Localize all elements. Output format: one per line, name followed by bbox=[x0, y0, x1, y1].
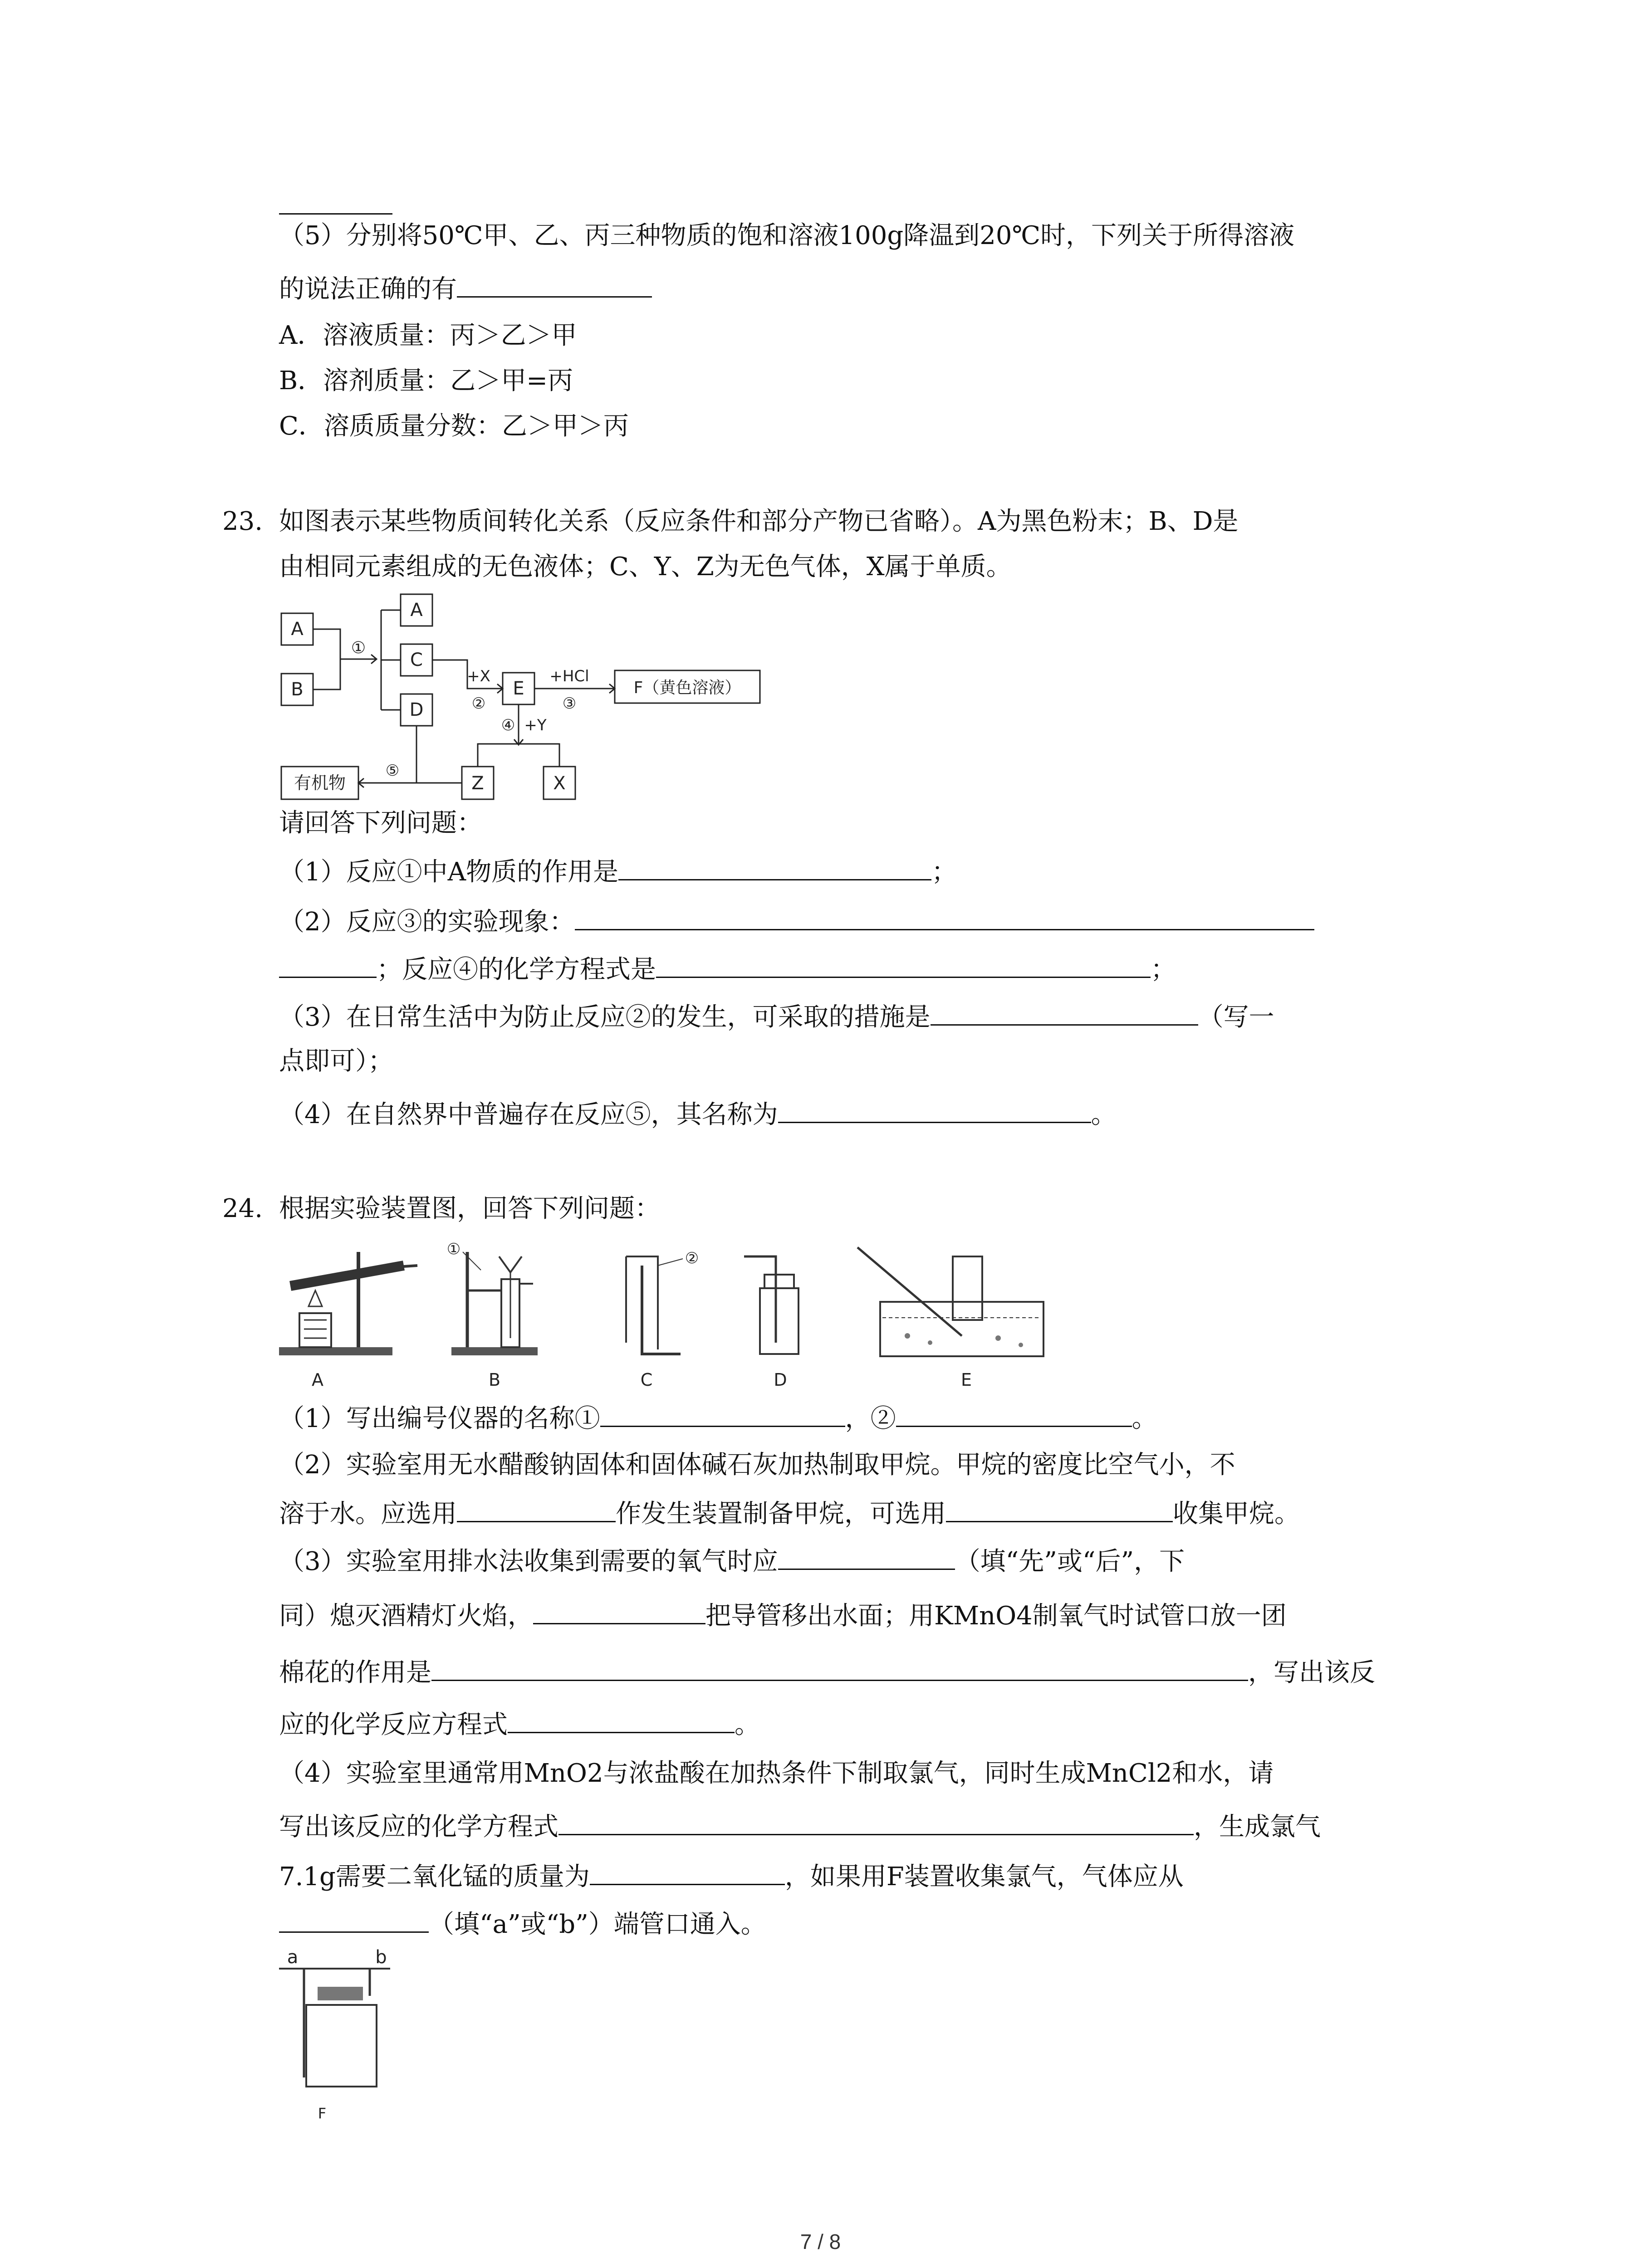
q23-part2-end: ； bbox=[1151, 955, 1176, 984]
q24-part3-line1 bbox=[279, 1542, 1185, 1580]
q24-part1-text: （1）写出编号仪器的名称① bbox=[279, 1404, 600, 1433]
q24-part3-h: 。 bbox=[735, 1710, 760, 1740]
node-label-d: D bbox=[409, 699, 424, 720]
q23-part3-line1 bbox=[279, 998, 1274, 1036]
q24-part2-line1: （2）实验室用无水醋酸钠固体和固体碱石灰加热制取甲烷。甲烷的密度比空气小，不 bbox=[279, 1450, 1235, 1480]
carryover-answer-line bbox=[279, 213, 392, 215]
node-label-a2: A bbox=[410, 600, 423, 621]
apparatus-c bbox=[626, 1256, 683, 1354]
q24-part4-blank2[interactable] bbox=[590, 1857, 785, 1885]
q23-reaction-diagram bbox=[272, 590, 794, 807]
page-number: 7 / 8 bbox=[800, 2230, 841, 2253]
q24-part4-line2 bbox=[279, 1808, 1321, 1845]
edge-label-1: ① bbox=[351, 639, 366, 657]
q23-part4-text: （4）在自然界中普遍存在反应⑤，其名称为 bbox=[279, 1100, 778, 1129]
q24-part4-b: 写出该反应的化学方程式 bbox=[279, 1812, 558, 1842]
wire-z-x bbox=[478, 744, 559, 767]
node-label-e: E bbox=[513, 678, 524, 699]
bottle-label-b: b bbox=[375, 1947, 387, 1968]
wire-ab-merge bbox=[313, 629, 340, 689]
q24-part3-b: （填“先”或“后”，下 bbox=[955, 1547, 1185, 1576]
q24-part4-e: ，如果用F装置收集氯气，气体应从 bbox=[784, 1862, 1184, 1892]
apparatus-d bbox=[744, 1256, 798, 1354]
q24-part4-d: 7.1g需要二氧化锰的质量为 bbox=[279, 1862, 590, 1892]
apparatus-label-d: D bbox=[774, 1370, 787, 1390]
q24-part3-f: ，写出该反 bbox=[1248, 1658, 1375, 1687]
q23-part4 bbox=[279, 1095, 1117, 1133]
q23-part4-end: 。 bbox=[1091, 1100, 1117, 1129]
q23-part2-line2 bbox=[279, 950, 1176, 988]
bottle-label-a: a bbox=[287, 1947, 299, 1968]
q23-part2-blank3[interactable] bbox=[656, 950, 1151, 978]
bottle-body bbox=[306, 2005, 377, 2087]
q24-part4-blank3[interactable] bbox=[279, 1905, 429, 1933]
node-label-f: F（黄色溶液） bbox=[633, 679, 741, 697]
q22-option-c: C．溶质质量分数：乙＞甲＞丙 bbox=[279, 411, 629, 441]
q23-part1-text: （1）反应①中A物质的作用是 bbox=[279, 857, 619, 887]
q23-stem-line2: 由相同元素组成的无色液体；C、Y、Z为无色气体，X属于单质。 bbox=[279, 552, 1012, 582]
q24-part1 bbox=[279, 1399, 1157, 1437]
q24-part3-line4 bbox=[279, 1706, 760, 1743]
q24-part2-c: 收集甲烷。 bbox=[1173, 1499, 1300, 1529]
apparatus-f-bottle bbox=[272, 1946, 417, 2127]
apparatus-a bbox=[279, 1252, 417, 1355]
q24-part4-f: （填“a”或“b”）端管口通入。 bbox=[429, 1910, 766, 1939]
q24-part1-end: 。 bbox=[1132, 1404, 1157, 1433]
edge-label-plus-x: +X bbox=[467, 667, 490, 685]
q24-part3-g: 应的化学反应方程式 bbox=[279, 1710, 508, 1740]
node-label-a: A bbox=[291, 619, 304, 640]
node-label-c: C bbox=[410, 650, 423, 670]
q24-part4-c: ，生成氯气 bbox=[1194, 1812, 1321, 1842]
apparatus-label-e: E bbox=[960, 1370, 972, 1390]
q23-part1-end: ； bbox=[931, 857, 957, 887]
edge-label-plus-hcl: +HCl bbox=[549, 667, 589, 685]
q23-part4-blank[interactable] bbox=[778, 1095, 1091, 1123]
q24-part3-line2 bbox=[279, 1597, 1287, 1634]
q24-part1-blank1[interactable] bbox=[600, 1399, 845, 1427]
q24-part3-c: 同）熄灭酒精灯火焰， bbox=[279, 1601, 533, 1631]
q23-number: 23. bbox=[222, 507, 263, 536]
q24-stem: 根据实验装置图，回答下列问题： bbox=[279, 1194, 660, 1223]
instrument-mark-2: ② bbox=[685, 1249, 699, 1267]
q23-part1 bbox=[279, 853, 957, 890]
q23-stem-line1: 如图表示某些物质间转化关系（反应条件和部分产物已省略）。A为黑色粉末；B、D是 bbox=[279, 507, 1239, 536]
q22-part5-line2-text: 的说法正确的有 bbox=[279, 274, 457, 304]
q24-number: 24. bbox=[222, 1194, 263, 1223]
wire-to-products bbox=[381, 610, 401, 710]
instrument-mark-1: ① bbox=[446, 1240, 461, 1258]
q23-part2-blank1[interactable] bbox=[575, 903, 1314, 930]
q24-part3-blank3[interactable] bbox=[431, 1653, 1248, 1681]
apparatus-label-b: B bbox=[488, 1370, 501, 1390]
node-label-b: B bbox=[291, 679, 304, 700]
bottle-stopper bbox=[318, 1987, 363, 2000]
apparatus-e bbox=[857, 1247, 1043, 1356]
q24-part4-line4 bbox=[279, 1905, 766, 1943]
q24-part2-blank2[interactable] bbox=[946, 1495, 1173, 1522]
q23-part3-text: （3）在日常生活中为防止反应②的发生，可采取的措施是 bbox=[279, 1002, 931, 1032]
q23-part2-line1 bbox=[279, 903, 1314, 940]
q24-part1-mid: ，② bbox=[845, 1404, 896, 1433]
q24-part2-blank1[interactable] bbox=[457, 1495, 616, 1522]
edge-label-5: ⑤ bbox=[385, 762, 400, 780]
bottle-label-f: F bbox=[318, 2105, 327, 2122]
q24-part3-e: 棉花的作用是 bbox=[279, 1658, 431, 1687]
q24-part3-blank2[interactable] bbox=[533, 1597, 705, 1624]
q24-part1-blank2[interactable] bbox=[896, 1399, 1132, 1427]
q24-part3-d: 把导管移出水面；用KMnO4制氧气时试管口放一团 bbox=[705, 1601, 1287, 1631]
q24-part4-line1: （4）实验室里通常用MnO2与浓盐酸在加热条件下制取氯气，同时生成MnCl2和水，请 bbox=[279, 1759, 1274, 1788]
bottle-tubes bbox=[304, 1969, 370, 2077]
q23-part3-line2: 点即可）； bbox=[279, 1046, 393, 1076]
apparatus-b bbox=[451, 1252, 538, 1355]
q23-part3-blank[interactable] bbox=[931, 998, 1198, 1026]
node-label-organic: 有机物 bbox=[294, 773, 346, 793]
q23-part1-blank[interactable] bbox=[618, 853, 931, 880]
q22-answer-blank[interactable] bbox=[457, 270, 652, 298]
q23-prompt: 请回答下列问题： bbox=[279, 808, 482, 838]
apparatus-label-a: A bbox=[312, 1370, 323, 1390]
q23-part2-mid: ；反应④的化学方程式是 bbox=[377, 955, 656, 984]
q24-part2-a: 溶于水。应选用 bbox=[279, 1499, 457, 1529]
q24-part4-line3 bbox=[279, 1857, 1184, 1895]
q23-part2-text: （2）反应③的实验现象： bbox=[279, 907, 575, 937]
q24-part3-a: （3）实验室用排水法收集到需要的氧气时应 bbox=[279, 1547, 778, 1576]
q22-part5-line1: （5）分别将50℃甲、乙、丙三种物质的饱和溶液100g降温到20℃时，下列关于所得溶液 bbox=[279, 221, 1295, 250]
q24-part4-blank1[interactable] bbox=[558, 1808, 1194, 1835]
q24-part2-b: 作发生装置制备甲烷，可选用 bbox=[616, 1499, 946, 1529]
q24-part3-blank1[interactable] bbox=[778, 1542, 955, 1570]
apparatus-label-c: C bbox=[640, 1370, 653, 1390]
q24-apparatus-figure bbox=[272, 1238, 1053, 1393]
edge-label-plus-y: +Y bbox=[524, 716, 547, 734]
edge-label-2: ② bbox=[471, 694, 486, 713]
q24-part3-line3 bbox=[279, 1653, 1375, 1691]
q23-part2-blank2[interactable] bbox=[279, 950, 377, 978]
edge-label-3: ③ bbox=[562, 694, 577, 713]
q24-part3-blank4[interactable] bbox=[508, 1706, 735, 1733]
node-label-z: Z bbox=[471, 773, 484, 794]
q23-part3-tail: （写一 bbox=[1198, 1002, 1274, 1032]
q22-option-b: B．溶剂质量：乙＞甲=丙 bbox=[279, 366, 573, 396]
edge-label-4: ④ bbox=[501, 716, 515, 734]
q22-option-a: A．溶液质量：丙＞乙＞甲 bbox=[279, 321, 577, 350]
q24-part2-line2 bbox=[279, 1495, 1300, 1532]
q22-part5-line2 bbox=[279, 270, 652, 308]
node-label-x: X bbox=[553, 773, 566, 794]
